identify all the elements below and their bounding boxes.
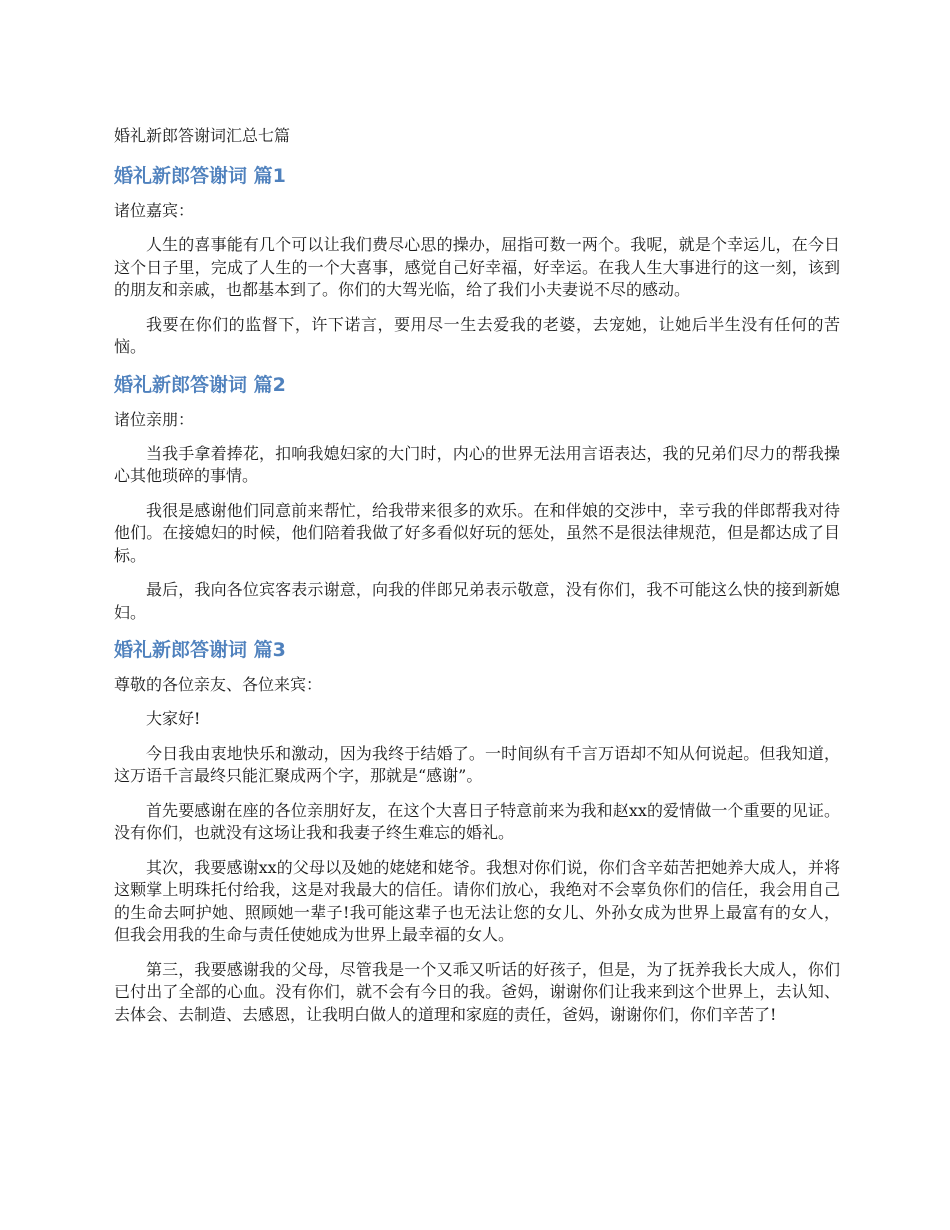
paragraph: 最后，我向各位宾客表示谢意，向我的伴郎兄弟表示敬意，没有你们，我不可能这么快的接到新媳妇。	[114, 580, 840, 622]
document-page	[114, 124, 840, 1038]
section-2	[114, 371, 840, 625]
salutation: 尊敬的各位亲友、各位来宾：	[114, 675, 323, 694]
paragraph: 当我手拿着捧花，扣响我媳妇家的大门时，内心的世界无法用言语表达，我的兄弟们尽力的帮我操心其他琐碎的事情。	[114, 443, 840, 485]
paragraph: 我要在你们的监督下，许下诺言，要用尽一生去爱我的老婆，去宠她，让她后半生没有任何的苦恼。	[114, 314, 840, 356]
section-heading: 婚礼新郎答谢词 篇1	[114, 165, 286, 187]
paragraph: 我很是感谢他们同意前来帮忙，给我带来很多的欢乐。在和伴娘的交涉中，幸亏我的伴郎帮我对待他们。在接媳妇的时候，他们陪着我做了好多看似好玩的惩处，虽然不是很法律规范，但是都达成了目标。	[114, 500, 840, 565]
section-heading: 婚礼新郎答谢词 篇3	[114, 639, 286, 661]
paragraph: 今日我由衷地快乐和激动，因为我终于结婚了。一时间纵有千言万语却不知从何说起。但我知道，这万语千言最终只能汇聚成两个字，那就是“感谢”。	[114, 743, 840, 785]
section-1	[114, 162, 840, 359]
salutation: 诸位嘉宾：	[114, 201, 195, 220]
paragraph: 第三，我要感谢我的父母，尽管我是一个又乖又听话的好孩子，但是，为了抚养我长大成人，你们已付出了全部的心血。没有你们，就不会有今日的我。爸妈，谢谢你们让我来到这个世界上，去认知、去体会、去制造、去感恩，让我明白做人的道理和家庭的责任，爸妈，谢谢你们，你们辛苦了!	[114, 959, 840, 1024]
document-title: 婚礼新郎答谢词汇总七篇	[114, 126, 291, 145]
salutation: 诸位亲朋：	[114, 409, 195, 429]
section-3	[114, 636, 840, 1026]
section-heading: 婚礼新郎答谢词 篇2	[114, 373, 286, 396]
paragraph: 大家好!	[146, 709, 201, 728]
paragraph: 其次，我要感谢xx的父母以及她的姥姥和姥爷。我想对你们说，你们含辛茹苦把她养大成人，并将这颗掌上明珠托付给我，这是对我最大的信任。请你们放心，我绝对不会辜负你们的信任，我会用自己的生命去呵护她、照顾她一辈子!我可能这辈子也无法让您的女儿、外孙女成为世界上最富有的女人，但我会用我的生命与责任使她成为世界上最幸福的女人。	[114, 857, 840, 944]
paragraph: 人生的喜事能有几个可以让我们费尽心思的操办，屈指可数一两个。我呢，就是个幸运儿，在今日这个日子里，完成了人生的一个大喜事，感觉自己好幸福，好幸运。在我人生大事进行的这一刻，该到的朋友和亲戚，也都基本到了。你们的大驾光临，给了我们小夫妻说不尽的感动。	[114, 235, 840, 299]
paragraph: 首先要感谢在座的各位亲朋好友，在这个大喜日子特意前来为我和赵xx的爱情做一个重要的见证。没有你们，也就没有这场让我和我妻子终生难忘的婚礼。	[114, 800, 840, 842]
